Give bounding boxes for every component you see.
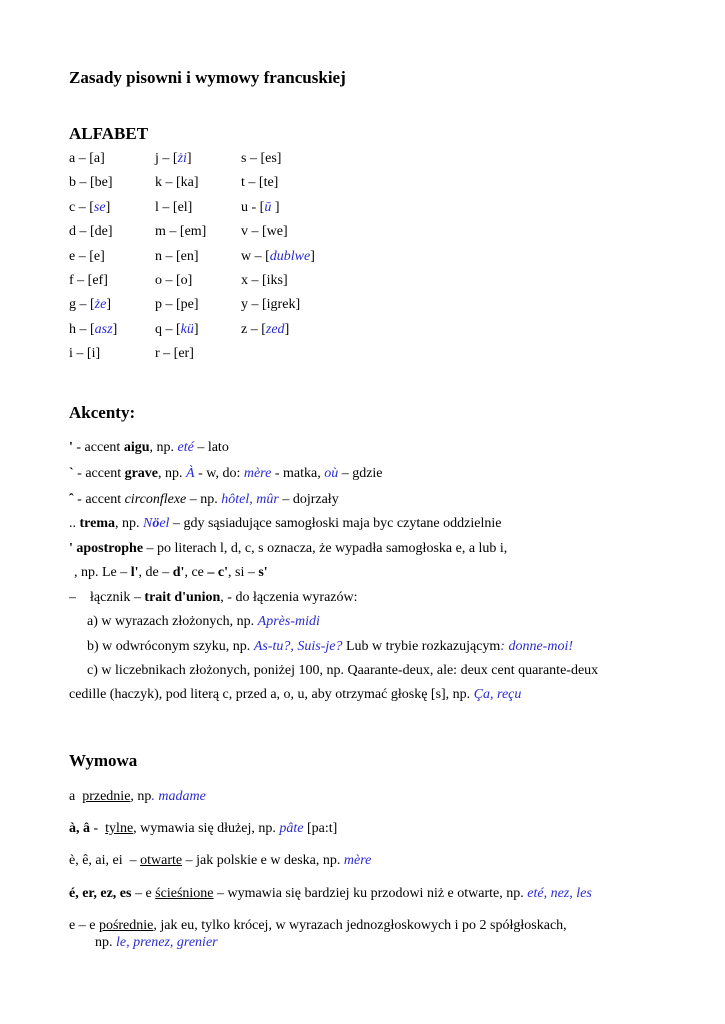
trait-dunion-name: trait d'union <box>144 590 221 605</box>
alphabet-entry: n – [en] <box>155 248 199 264</box>
apostrophe-name: apostrophe <box>76 541 144 556</box>
alphabet-entry: f – [ef] <box>69 273 108 288</box>
alphabet-pronunciation: es <box>265 151 277 166</box>
alphabet-pronunciation: el <box>177 199 188 215</box>
alphabet-entry: s – [es] <box>241 151 282 166</box>
alphabet-entry: q – [kü] <box>155 321 199 337</box>
alphabet-pronunciation: igrek <box>266 297 296 313</box>
alphabet-pronunciation: dublwe <box>269 248 311 264</box>
circonflexe-name: circonflexe <box>124 492 187 507</box>
alphabet-pronunciation: o <box>180 273 188 288</box>
alphabet-pronunciation: be <box>94 175 108 191</box>
wymowa-line-3: è, ê, ai, ei – otwarte – jak polskie e w deska, np. mère <box>69 853 372 868</box>
alphabet-pronunciation: i <box>91 346 96 362</box>
alphabet-pronunciation: er <box>178 346 190 362</box>
alphabet-pronunciation: en <box>180 248 194 264</box>
accent-aigu-line: ' - accent aigu, np. eté – lato <box>69 440 229 455</box>
alphabet-entry: a – [a] <box>69 151 105 166</box>
wymowa-line-4: é, er, ez, es – e ścieśnione – wymawia się bardziej ku przodowi niż e otwarte, np. eté, nez, les <box>69 886 592 901</box>
alphabet-pronunciation: we <box>266 224 283 240</box>
alphabet-pronunciation: ka <box>180 175 194 191</box>
wymowa-line-2: à, â - tylne, wymawia się dłużej, np. pâte [pa:t] <box>69 821 338 836</box>
grave-name: grave <box>124 466 159 481</box>
alphabet-pronunciation: a <box>93 151 101 166</box>
circonflexe-mark: ˆ <box>69 492 74 507</box>
alphabet-entry: g – [że] <box>69 297 112 313</box>
wymowa-heading: Wymowa <box>69 751 138 770</box>
alphabet-entry: r – [er] <box>155 346 194 362</box>
alphabet-pronunciation: iks <box>266 273 284 288</box>
trema-name: trema <box>79 516 115 531</box>
document-title: Zasady pisowni i wymowy francuskiej <box>69 68 346 87</box>
alphabet-pronunciation: e <box>93 248 101 264</box>
aigu-mark: ' <box>69 440 73 455</box>
wymowa-line-5: e – e pośrednie, jak eu, tylko krócej, w wyrazach jednozgłoskowych i po 2 spółgłoskach, <box>69 918 567 933</box>
cedille-line: cedille (haczyk), pod literą c, przed a, o, u, aby otrzymać głoskę [s], np. Ça, reçu <box>69 687 522 702</box>
alphabet-pronunciation: de <box>94 224 108 240</box>
lacznik-item-a: a) w wyrazach złożonych, np. Après-midi <box>87 614 320 629</box>
alphabet-entry: p – [pe] <box>155 297 199 313</box>
accent-grave-line: ` - accent grave, np. À - w, do: mère - matka, où – gdzie <box>69 466 383 481</box>
alfabet-heading: ALFABET <box>69 124 149 143</box>
wymowa-line-6: np. le, prenez, grenier <box>95 935 218 950</box>
alphabet-pronunciation: kü <box>180 321 194 337</box>
grave-mark: ` <box>69 466 74 481</box>
alphabet-entry: w – [dublwe] <box>241 248 315 264</box>
alphabet-entry: x – [iks] <box>241 273 288 288</box>
aigu-name: aigu <box>123 440 150 455</box>
alphabet-pronunciation: em <box>184 224 202 240</box>
alphabet-entry: e – [e] <box>69 248 105 264</box>
alphabet-entry: h – [asz] <box>69 321 118 337</box>
alphabet-pronunciation: asz <box>94 321 113 337</box>
lacznik-item-c: c) w liczebnikach złożonych, poniżej 100, np. Qaarante-deux, ale: deux cent quarante-deux <box>87 663 599 678</box>
alphabet-entry: o – [o] <box>155 273 193 288</box>
alphabet-entry: c – [se] <box>69 199 111 215</box>
alphabet-entry: t – [te] <box>241 175 279 191</box>
trema-line: .. trema, np. Nöel – gdy sąsiadujące samogłoski maja byc czytane oddzielnie <box>69 516 502 531</box>
accent-circonflexe-line: ˆ - accent circonflexe – np. hôtel, mûr – dojrzały <box>69 492 339 507</box>
alphabet-pronunciation: ef <box>92 273 104 288</box>
alphabet-entry: m – [em] <box>155 224 207 240</box>
alphabet-entry: k – [ka] <box>155 175 199 191</box>
akcenty-heading: Akcenty: <box>69 403 136 422</box>
alphabet-pronunciation: pe <box>180 297 194 313</box>
alphabet-entry: b – [be] <box>69 175 113 191</box>
apostrophe-examples-line: , np. Le – l', de – d', ce – c', si – s' <box>74 565 268 580</box>
lacznik-item-b: b) w odwróconym szyku, np. As-tu?, Suis-je? Lub w trybie rozkazującym: donne-moi! <box>87 639 573 654</box>
alphabet-entry: y – [igrek] <box>241 297 301 313</box>
alphabet-entry: j – [żi] <box>155 151 192 166</box>
alphabet-entry: v – [we] <box>241 224 288 240</box>
alphabet-entry: d – [de] <box>69 224 113 240</box>
alphabet-entry: i – [i] <box>69 346 101 362</box>
alphabet-pronunciation: ū <box>264 199 272 215</box>
wymowa-line-1: a przednie, np. madame <box>69 789 206 804</box>
aigu-example: eté <box>177 440 194 455</box>
alphabet-entry: l – [el] <box>155 199 193 215</box>
alphabet-pronunciation: te <box>263 175 274 191</box>
apostrophe-line: ' apostrophe – po literach l, d, c, s oznacza, że wypadła samogłoska e, a lub i, <box>69 541 508 556</box>
alphabet-pronunciation: żi <box>177 151 187 166</box>
alphabet-pronunciation: zed <box>265 321 285 337</box>
alphabet-entry: z – [zed] <box>241 321 290 337</box>
alphabet-pronunciation: se <box>93 199 106 215</box>
alphabet-entry: u - [ū ] <box>241 199 280 215</box>
lacznik-line: – łącznik – trait d'union, - do łączenia wyrazów: <box>69 590 358 605</box>
alphabet-pronunciation: że <box>94 297 107 313</box>
